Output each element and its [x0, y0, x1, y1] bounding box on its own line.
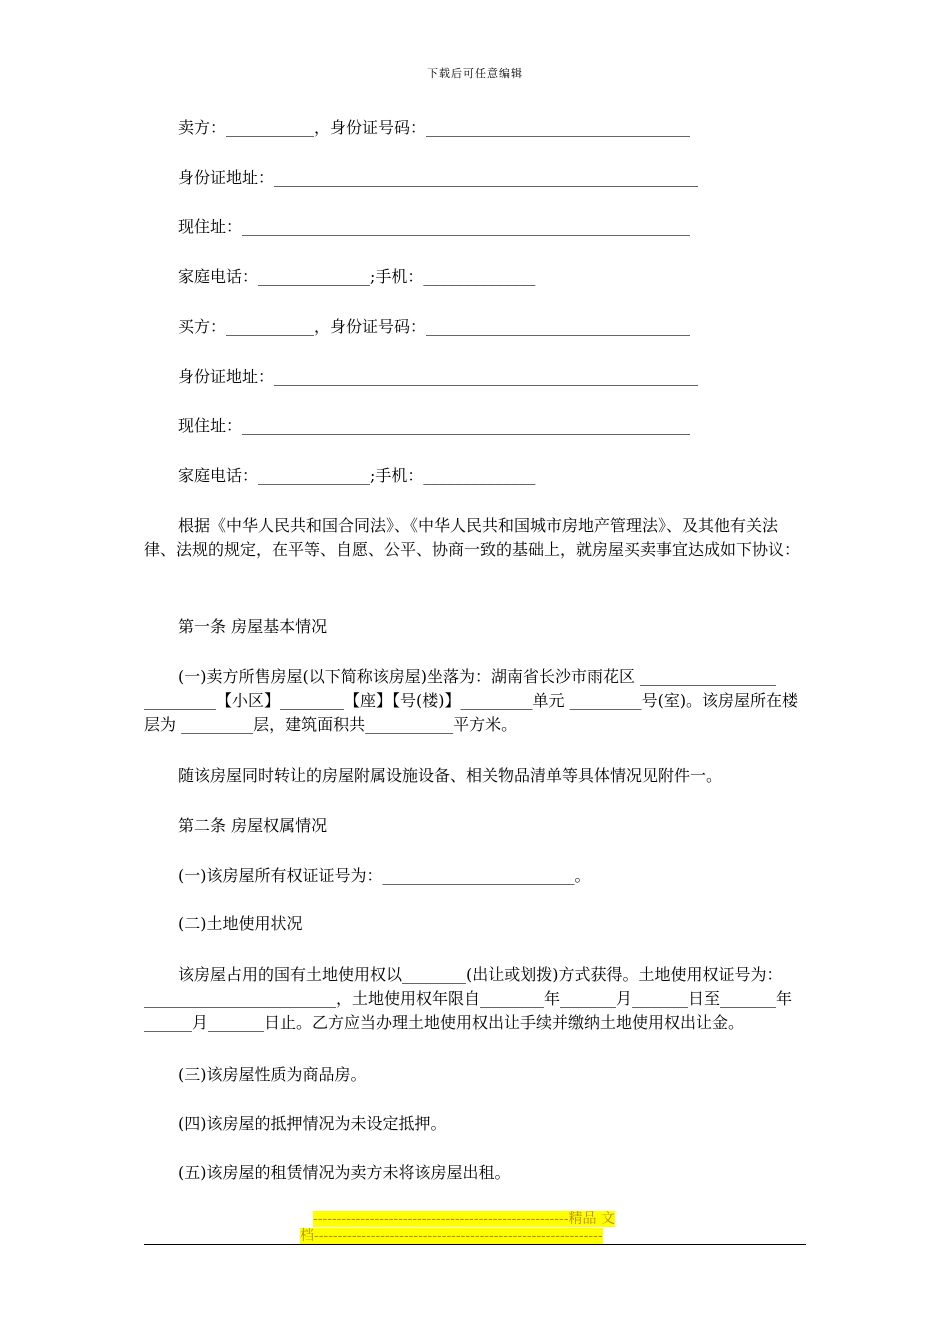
article1-clause1-text: (一)卖方所售房屋(以下简称该房屋)坐落为：湖南省长沙市雨花区 _________________ _________【小区】________【座】【号(楼)】_________单元 _________号(室)。该房屋所在楼层为 _________层，建筑面积共___________平方米。 [144, 667, 799, 734]
footer-divider [144, 1244, 806, 1245]
article2-clause3: (三)该房屋性质为商品房。 [178, 1065, 367, 1084]
article2-title: 第二条 房屋权属情况 [178, 816, 328, 835]
seller-name-line: 卖方：___________，身份证号码：_________________________________ [178, 118, 691, 137]
seller-phone: 家庭电话：______________;手机：______________ [178, 267, 536, 286]
footer-line2: 档------------------------------------------------------------- [300, 1228, 603, 1244]
article2-clause4: (四)该房屋的抵押情况为未设定抵押。 [178, 1114, 447, 1133]
article2-clause5: (五)该房屋的租赁情况为卖方未将该房屋出租。 [178, 1163, 511, 1182]
buyer-name-line: 买方：___________，身份证号码：_________________________________ [178, 317, 691, 336]
intro-paragraph [144, 514, 806, 562]
article1-title: 第一条 房屋基本情况 [178, 617, 328, 636]
article1-clause1 [144, 665, 806, 737]
article2-clause1: (一)该房屋所有权证证号为：________________________。 [178, 866, 591, 885]
article2-clause2-title: (二)土地使用状况 [178, 914, 303, 933]
buyer-id-address: 身份证地址：_____________________________________________________ [178, 367, 699, 386]
intro-text: 根据《中华人民共和国合同法》、《中华人民共和国城市房地产管理法》、及其他有关法律、法规的规定，在平等、自愿、公平、协商一致的基础上，就房屋买卖事宜达成如下协议： [144, 516, 801, 559]
article2-clause2-text: 该房屋占用的国有土地使用权以________(出让或划拨)方式获得。土地使用权证号为：________________________，土地使用权年限自________年_______月_______日至_______年______月_______日止。乙方应当办理土地使用权出让手续并缴纳土地使用权出让金。 [144, 965, 793, 1032]
article1-attachment: 随该房屋同时转让的房屋附属设施设备、相关物品清单等具体情况见附件一。 [178, 766, 723, 785]
buyer-current-address: 现住址：________________________________________________________ [178, 416, 691, 435]
footer-line1: ------------------------------------------------------精品 文 [313, 1211, 615, 1227]
article2-clause2-body [144, 963, 806, 1035]
page-header-note: 下载后可任意编辑 [427, 67, 523, 80]
footer-watermark [300, 1211, 650, 1245]
seller-current-address: 现住址：________________________________________________________ [178, 217, 691, 236]
buyer-phone: 家庭电话：______________;手机：______________ [178, 466, 536, 485]
seller-id-address: 身份证地址：_____________________________________________________ [178, 168, 699, 187]
